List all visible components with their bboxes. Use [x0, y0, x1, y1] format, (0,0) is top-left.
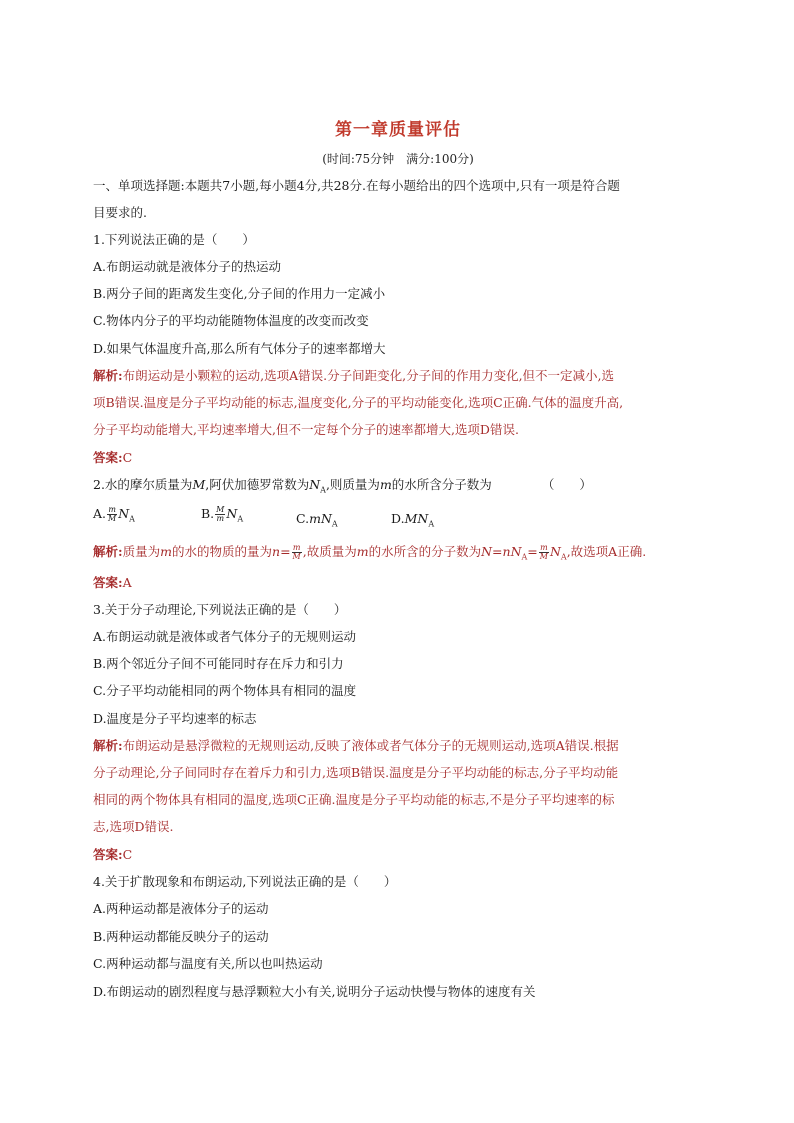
q3-option-c: C.分子平均动能相同的两个物体具有相同的温度 [93, 683, 357, 698]
expr: MN [404, 511, 429, 526]
expr: mN [309, 511, 332, 526]
analysis-label: 解析: [93, 368, 123, 383]
q1-analysis-line2: 项B错误.温度是分子平均动能的标志,温度变化,分子的平均动能变化,选项C正确.气体的温度升高, [93, 395, 624, 410]
q3-analysis-line1 [93, 737, 703, 755]
answer-value: A [122, 575, 132, 590]
denominator: M [108, 514, 117, 523]
q3-option-a: A.布朗运动就是液体或者气体分子的无规则运动 [93, 629, 357, 644]
answer-label: 答案: [93, 847, 123, 862]
q4-option-d: D.布朗运动的剧烈程度与悬浮颗粒大小有关,说明分子运动快慢与物体的速度有关 [93, 984, 536, 999]
q2-option-c [296, 511, 338, 529]
analysis-text: 的水所含的分子数为 [368, 544, 482, 559]
answer-label: 答案: [93, 575, 123, 590]
fraction [539, 544, 549, 561]
var-m: m [379, 477, 392, 492]
analysis-label: 解析: [93, 544, 123, 559]
analysis-text: 布朗运动是悬浮微粒的无规则运动,反映了液体或者气体分子的无规则运动,选项A错误.根据 [122, 738, 619, 753]
denominator: M [292, 552, 301, 561]
answer-value: C [122, 847, 133, 862]
page-title: 第一章质量评估 [335, 120, 461, 140]
equals: = [527, 544, 538, 559]
subscript: A [331, 519, 338, 529]
answer-value: C [122, 450, 133, 465]
q3-analysis-line2: 分子动理论,分子间同时存在着斥力和引力,选项B错误.温度是分子平均动能的标志,分子平均动能 [93, 765, 619, 780]
q1-option-c: C.物体内分子的平均动能随物体温度的改变而改变 [93, 313, 369, 328]
stem-text: ,阿伏加德罗常数为 [205, 477, 310, 492]
q1-stem: 1.下列说法正确的是（ ） [93, 232, 255, 247]
q1-analysis-line3: 分子平均动能增大,平均速率增大,但不一定每个分子的速率都增大,选项D错误. [93, 422, 519, 437]
analysis-text: ,故质量为 [302, 544, 357, 559]
expr: n= [272, 544, 291, 559]
q2-option-d [391, 511, 434, 529]
numerator: m [108, 505, 116, 514]
stem-text: 2.水的摩尔质量为 [93, 477, 193, 492]
q1-option-d: D.如果气体温度升高,那么所有气体分子的速率都增大 [93, 341, 386, 356]
analysis-label: 解析: [93, 738, 123, 753]
q4-option-c: C.两种运动都与温度有关,所以也叫热运动 [93, 956, 323, 971]
option-letter: C. [296, 511, 310, 526]
numerator: M [216, 505, 225, 514]
subscript: A [428, 519, 435, 529]
q3-analysis-line3: 相同的两个物体具有相同的温度,选项C正确.温度是分子平均动能的标志,不是分子平均速率的标 [93, 792, 615, 807]
analysis-text: ,故选项A正确. [566, 544, 647, 559]
q1-option-a: A.布朗运动就是液体分子的热运动 [93, 259, 282, 274]
numerator: m [540, 543, 548, 552]
q4-option-a: A.两种运动都是液体分子的运动 [93, 901, 269, 916]
q2-option-a [93, 506, 135, 524]
var-n: N [549, 544, 561, 559]
expr: N=nN [481, 544, 522, 559]
q1-option-b: B.两分子间的距离发生变化,分子间的作用力一定减小 [93, 286, 386, 301]
subscript: A [129, 514, 135, 524]
numerator: m [292, 543, 301, 552]
fraction [107, 506, 117, 523]
exam-info: (时间:75分钟 满分:100分) [322, 152, 474, 166]
subscript: A [237, 514, 244, 524]
var-n: N [309, 477, 321, 492]
stem-text: 的水所含分子数为 [391, 477, 492, 492]
stem-text: ,则质量为 [325, 477, 380, 492]
var-m: m [356, 544, 369, 559]
q2-analysis [93, 543, 703, 567]
subscript: A [521, 552, 528, 562]
q3-analysis-line4: 志,选项D错误. [93, 819, 174, 834]
var-m: m [160, 544, 172, 559]
section-heading-line1: 一、单项选择题:本题共7小题,每小题4分,共28分.在每小题给出的四个选项中,只有一项是符合题 [93, 178, 620, 193]
fraction [292, 544, 302, 561]
answer-label: 答案: [93, 450, 123, 465]
q3-answer [93, 846, 703, 864]
denominator: M [539, 552, 548, 561]
q3-stem: 3.关于分子动理论,下列说法正确的是（ ） [93, 602, 347, 617]
var-n: N [226, 506, 238, 521]
var-m-upper: M [192, 477, 206, 492]
subscript: A [560, 552, 567, 562]
q2-options [93, 506, 703, 530]
q3-option-d: D.温度是分子平均速率的标志 [93, 711, 257, 726]
q1-answer [93, 449, 703, 467]
denominator: m [216, 514, 225, 523]
q4-stem: 4.关于扩散现象和布朗运动,下列说法正确的是（ ） [93, 874, 397, 889]
option-letter: D. [391, 511, 405, 526]
answer-paren: （ ） [541, 477, 592, 492]
q3-option-b: B.两个邻近分子间不可能同时存在斥力和引力 [93, 656, 344, 671]
subscript: A [320, 485, 326, 495]
analysis-text: 布朗运动是小颗粒的运动,选项A错误.分子间距变化,分子间的作用力变化,但不一定减小,选 [122, 368, 615, 383]
analysis-text: 质量为 [122, 544, 161, 559]
q1-analysis-line1 [93, 367, 703, 385]
fraction [215, 506, 225, 523]
section-heading-line2: 目要求的. [93, 205, 147, 220]
option-letter: B. [201, 506, 215, 521]
option-letter: A. [93, 506, 107, 521]
q2-answer [93, 574, 703, 592]
var-n: N [118, 506, 130, 521]
q2-stem [93, 476, 703, 500]
q4-option-b: B.两种运动都能反映分子的运动 [93, 929, 269, 944]
analysis-text: 的水的物质的量为 [172, 544, 273, 559]
q2-option-b [201, 506, 243, 524]
